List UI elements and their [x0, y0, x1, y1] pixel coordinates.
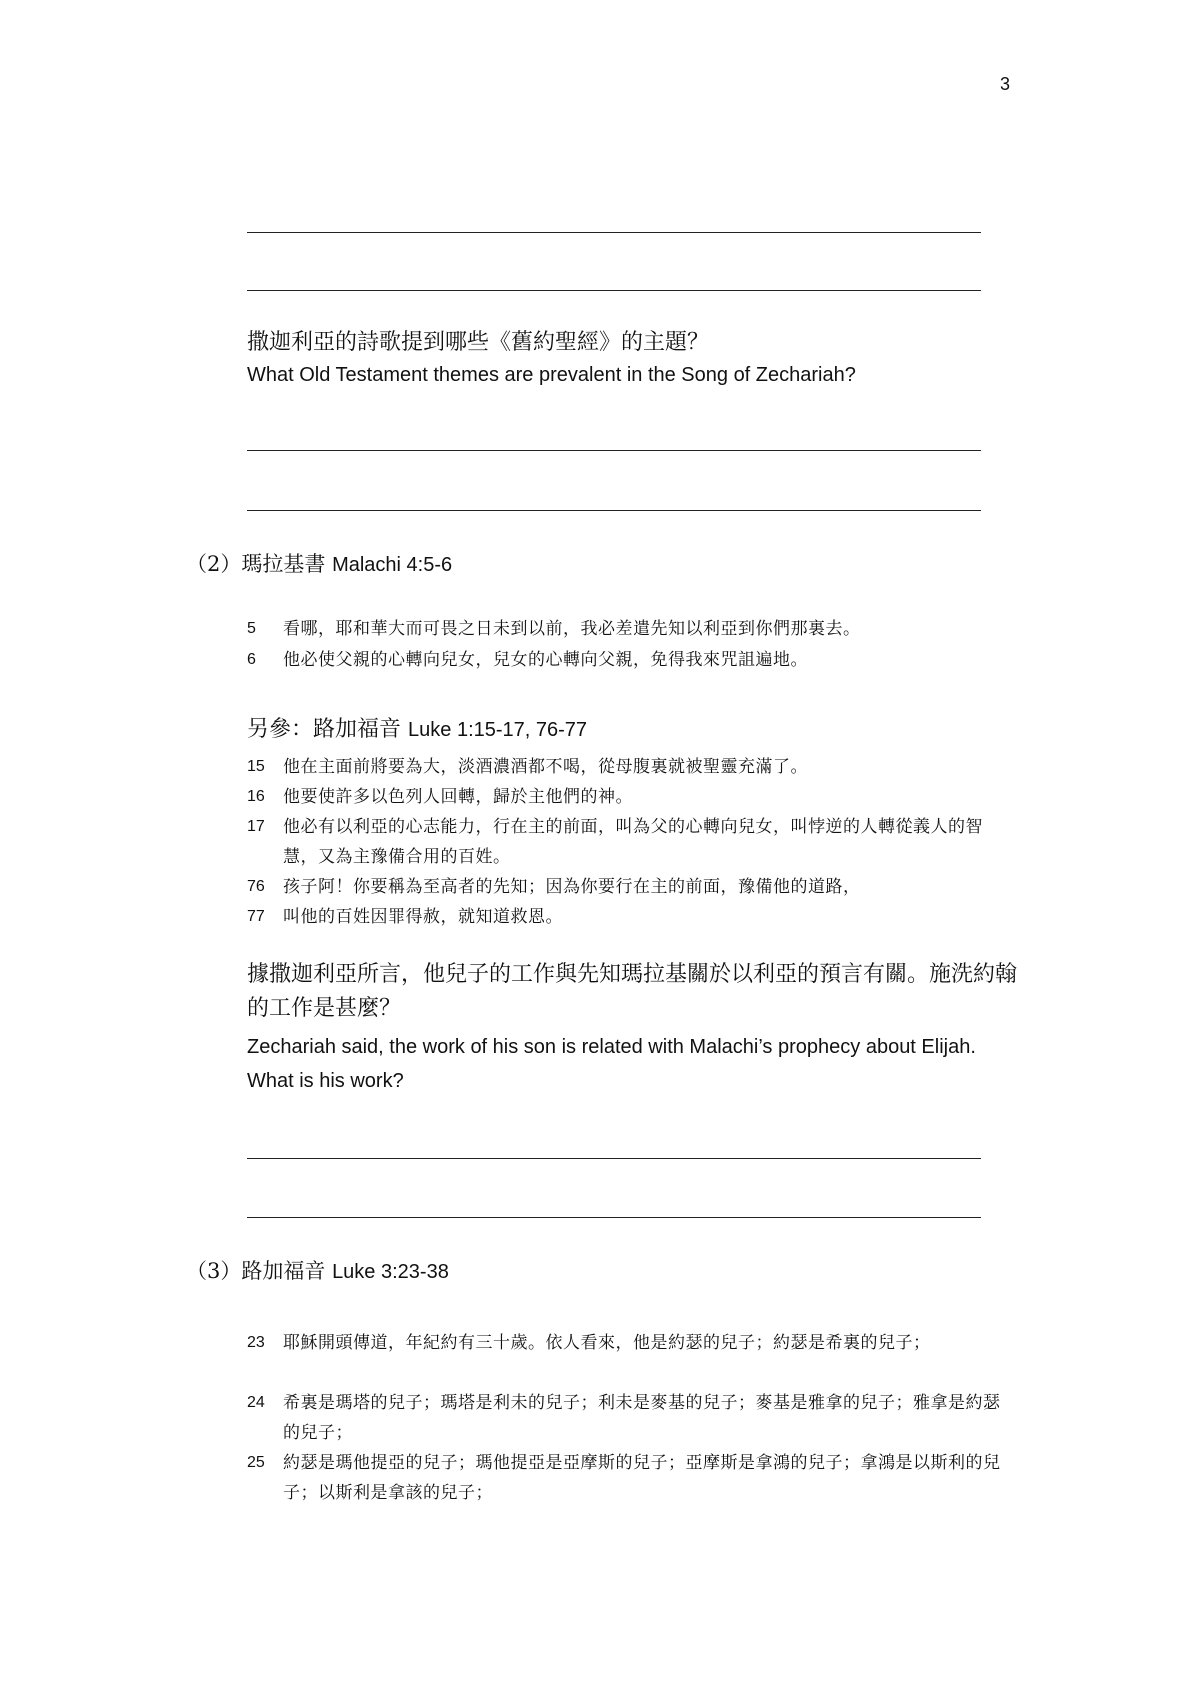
page-number: 3	[1000, 74, 1011, 94]
verse-number: 25	[247, 1454, 265, 1471]
answer-line[interactable]	[247, 510, 981, 511]
verse-number: 17	[247, 818, 265, 835]
cross-reference-heading	[247, 712, 587, 743]
answer-line[interactable]	[247, 1158, 981, 1159]
verse	[247, 1328, 1017, 1358]
verse-text: 他必使父親的心轉向兒女，兒女的心轉向父親，免得我來咒詛遍地。	[283, 650, 808, 670]
verse-text: 叫他的百姓因罪得赦，就知道救恩。	[283, 907, 563, 927]
verse-number: 24	[247, 1394, 265, 1411]
ref-en: Luke 1:15-17, 76-77	[408, 719, 588, 741]
verse	[247, 812, 1017, 872]
heading-en: Malachi 4:5-6	[332, 554, 453, 576]
verse	[247, 1448, 1017, 1508]
verse-text: 約瑟是瑪他提亞的兒子；瑪他提亞是亞摩斯的兒子；亞摩斯是拿鴻的兒子；拿鴻是以斯利的兒子；以斯利是拿該的兒子；	[283, 1453, 1001, 1503]
verse-text: 他在主面前將要為大，淡酒濃酒都不喝，從母腹裏就被聖靈充滿了。	[283, 757, 808, 777]
verse-text: 孩子阿！你要稱為至高者的先知；因為你要行在主的前面，豫備他的道路，	[283, 877, 861, 897]
ref-zh: 另參：路加福音	[247, 717, 402, 742]
verse	[247, 614, 1017, 644]
question-en: Zechariah said, the work of his son is related with Malachi’s prophecy about Elijah. What is his work?	[247, 1036, 976, 1092]
section-heading-luke	[186, 1255, 449, 1285]
verse-text: 耶穌開頭傳道，年紀約有三十歲。依人看來，他是約瑟的兒子；約瑟是希裏的兒子；	[283, 1333, 931, 1353]
verse-text: 他要使許多以色列人回轉，歸於主他們的神。	[283, 787, 633, 807]
verse-number: 23	[247, 1334, 265, 1351]
section-heading-malachi	[186, 548, 452, 578]
heading-zh: （2）瑪拉基書	[186, 552, 326, 576]
verse-number: 15	[247, 758, 265, 775]
verse	[247, 782, 1017, 812]
answer-line[interactable]	[247, 1217, 981, 1218]
heading-en: Luke 3:23-38	[332, 1261, 449, 1283]
answer-line[interactable]	[247, 450, 981, 451]
heading-zh: （3）路加福音	[186, 1259, 326, 1283]
verse	[247, 1388, 1017, 1448]
question-zh: 撒迦利亞的詩歌提到哪些《舊約聖經》的主題？	[247, 330, 710, 355]
verse-text: 希裏是瑪塔的兒子；瑪塔是利未的兒子；利未是麥基的兒子；麥基是雅拿的兒子；雅拿是約瑟的兒子；	[283, 1393, 1001, 1443]
question-zh: 據撒迦利亞所言，他兒子的工作與先知瑪拉基關於以利亞的預言有關。施洗約翰的工作是甚麼？	[247, 962, 1018, 1021]
verse-number: 5	[247, 620, 256, 637]
verse	[247, 872, 1017, 902]
verse-text: 他必有以利亞的心志能力，行在主的前面，叫為父的心轉向兒女，叫悖逆的人轉從義人的智慧，又為主豫備合用的百姓。	[283, 817, 983, 867]
verse	[247, 752, 1017, 782]
verse-text: 看哪，耶和華大而可畏之日未到以前，我必差遣先知以利亞到你們那裏去。	[283, 619, 861, 639]
verse	[247, 902, 1017, 932]
verse	[247, 645, 1017, 675]
verse-number: 16	[247, 788, 265, 805]
verse-number: 77	[247, 908, 265, 925]
question-block	[247, 958, 1017, 1098]
verse-number: 6	[247, 651, 256, 668]
verse-number: 76	[247, 878, 265, 895]
answer-line[interactable]	[247, 232, 981, 233]
question-en: What Old Testament themes are prevalent in the Song of Zechariah?	[247, 364, 856, 386]
answer-line[interactable]	[247, 290, 981, 291]
